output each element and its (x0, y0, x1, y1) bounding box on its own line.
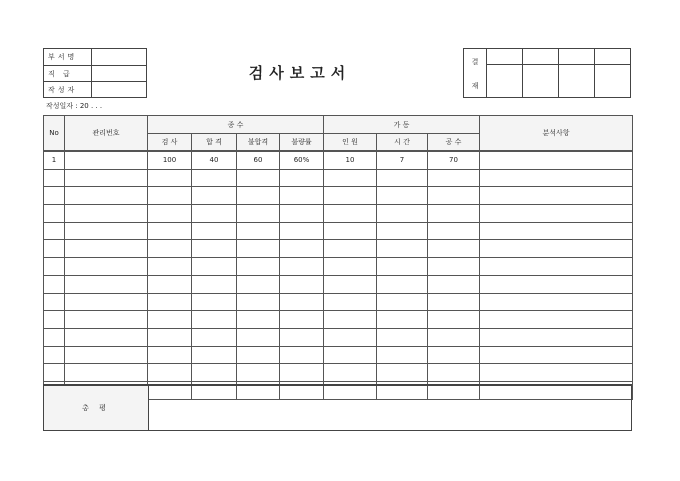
table-row (44, 293, 633, 311)
table-cell[interactable] (44, 275, 65, 293)
rank-value[interactable] (92, 66, 146, 82)
rank-row (44, 65, 146, 82)
table-cell[interactable] (192, 187, 237, 205)
table-cell[interactable] (480, 187, 633, 205)
table-cell[interactable] (237, 258, 280, 276)
table-cell[interactable] (148, 169, 192, 187)
table-cell[interactable] (237, 169, 280, 187)
table-cell[interactable] (324, 187, 377, 205)
department-value[interactable] (92, 49, 146, 65)
table-cell[interactable] (324, 328, 377, 346)
table-row (44, 222, 633, 240)
table-cell[interactable] (377, 328, 428, 346)
department-label: 부서명 (44, 49, 92, 65)
table-cell[interactable] (65, 222, 148, 240)
col-header-passed: 합 격 (192, 134, 237, 152)
table-row (44, 258, 633, 276)
table-cell[interactable] (280, 187, 324, 205)
table-cell[interactable] (280, 328, 324, 346)
summary-box (43, 384, 632, 431)
table-cell[interactable] (237, 328, 280, 346)
table-cell[interactable] (324, 346, 377, 364)
approval-sign-cell[interactable] (558, 49, 559, 97)
table-cell[interactable] (377, 346, 428, 364)
table-cell[interactable] (65, 364, 148, 382)
no-header: No (44, 116, 65, 152)
table-cell[interactable] (324, 169, 377, 187)
table-cell[interactable]: 60 (237, 151, 280, 169)
table-cell[interactable] (192, 293, 237, 311)
table-cell[interactable] (148, 240, 192, 258)
table-cell[interactable] (480, 169, 633, 187)
table-cell[interactable]: 100 (148, 151, 192, 169)
id-header: 관리번호 (65, 116, 148, 152)
table-cell[interactable] (480, 275, 633, 293)
table-cell[interactable] (65, 293, 148, 311)
info-box (43, 48, 147, 98)
table-cell[interactable] (148, 311, 192, 329)
table-cell[interactable] (377, 240, 428, 258)
department-row (44, 49, 146, 65)
table-cell[interactable] (428, 187, 480, 205)
table-cell[interactable] (192, 169, 237, 187)
table-cell[interactable] (324, 240, 377, 258)
operation-group-header: 가 동 (324, 116, 480, 134)
table-cell[interactable] (280, 364, 324, 382)
table-cell[interactable] (324, 205, 377, 223)
table-cell[interactable] (192, 275, 237, 293)
table-cell[interactable] (148, 275, 192, 293)
table-cell[interactable] (192, 346, 237, 364)
author-value[interactable] (92, 82, 146, 98)
table-cell[interactable] (192, 311, 237, 329)
table-cell[interactable] (377, 275, 428, 293)
col-header-man-hours: 공 수 (428, 134, 480, 152)
table-cell[interactable] (377, 311, 428, 329)
table-cell[interactable] (65, 258, 148, 276)
table-cell[interactable] (428, 311, 480, 329)
table-cell[interactable] (237, 205, 280, 223)
table-cell[interactable] (65, 169, 148, 187)
table-row (44, 240, 633, 258)
table-cell[interactable] (237, 275, 280, 293)
table-cell[interactable] (428, 293, 480, 311)
col-header-personnel: 인 원 (324, 134, 377, 152)
table-cell[interactable] (65, 187, 148, 205)
table-cell[interactable] (148, 222, 192, 240)
table-cell[interactable] (480, 151, 633, 169)
table-cell[interactable] (428, 275, 480, 293)
page-title: 검사보고서 (248, 64, 352, 82)
author-row (44, 81, 146, 98)
table-cell[interactable] (237, 187, 280, 205)
table-cell[interactable] (44, 240, 65, 258)
table-cell[interactable] (480, 240, 633, 258)
table-cell[interactable]: 40 (192, 151, 237, 169)
table-cell[interactable] (324, 311, 377, 329)
table-cell[interactable] (65, 346, 148, 364)
col-header-defect-rate: 불량률 (280, 134, 324, 152)
approval-sign-cell[interactable] (522, 49, 523, 97)
table-cell[interactable] (428, 258, 480, 276)
table-row (44, 205, 633, 223)
table-row (44, 346, 633, 364)
table-cell[interactable] (377, 293, 428, 311)
table-cell[interactable] (324, 275, 377, 293)
table-cell[interactable] (192, 328, 237, 346)
table-cell[interactable] (480, 346, 633, 364)
table-row (44, 275, 633, 293)
table-cell[interactable] (280, 169, 324, 187)
table-cell[interactable] (280, 311, 324, 329)
table-cell[interactable] (65, 240, 148, 258)
rank-label: 직 급 (44, 66, 92, 82)
table-cell[interactable] (237, 222, 280, 240)
table-cell[interactable] (192, 205, 237, 223)
table-cell[interactable] (428, 346, 480, 364)
analysis-header: 분석사항 (480, 116, 633, 152)
table-cell[interactable] (148, 328, 192, 346)
table-cell[interactable] (280, 293, 324, 311)
table-cell[interactable] (192, 364, 237, 382)
approval-label-bottom: 재 (471, 82, 479, 90)
table-cell[interactable] (480, 222, 633, 240)
author-label: 작성자 (44, 82, 92, 98)
table-cell[interactable] (148, 258, 192, 276)
table-cell[interactable] (428, 205, 480, 223)
table-cell[interactable]: 10 (324, 151, 377, 169)
table-cell[interactable] (428, 240, 480, 258)
table-cell[interactable] (44, 222, 65, 240)
table-cell[interactable] (44, 293, 65, 311)
table-cell[interactable] (428, 169, 480, 187)
table-cell[interactable] (324, 222, 377, 240)
table-cell[interactable]: 70 (428, 151, 480, 169)
table-cell[interactable] (237, 240, 280, 258)
table-cell[interactable] (192, 258, 237, 276)
table-cell[interactable] (324, 293, 377, 311)
table-row (44, 169, 633, 187)
table-cell[interactable] (44, 364, 65, 382)
table-cell[interactable] (428, 328, 480, 346)
table-cell[interactable] (480, 328, 633, 346)
col-header-failed: 불합격 (237, 134, 280, 152)
table-cell[interactable]: 7 (377, 151, 428, 169)
table-row (44, 187, 633, 205)
table-cell[interactable] (65, 275, 148, 293)
table-cell[interactable] (65, 328, 148, 346)
table-cell[interactable] (377, 187, 428, 205)
table-cell[interactable] (65, 151, 148, 169)
table-cell[interactable] (377, 364, 428, 382)
table-cell[interactable] (428, 222, 480, 240)
date-line: 작성일자 : 20 . . . (46, 102, 103, 110)
table-cell[interactable] (324, 364, 377, 382)
table-cell[interactable] (480, 205, 633, 223)
table-cell[interactable] (377, 258, 428, 276)
inspection-table (43, 115, 633, 400)
table-cell[interactable] (237, 311, 280, 329)
table-cell[interactable] (44, 346, 65, 364)
table-cell[interactable] (480, 311, 633, 329)
table-cell[interactable] (237, 346, 280, 364)
table-cell[interactable] (44, 328, 65, 346)
approval-box (463, 48, 631, 98)
table-cell[interactable] (280, 275, 324, 293)
table-row (44, 151, 633, 169)
table-cell[interactable] (480, 258, 633, 276)
table-cell[interactable] (148, 364, 192, 382)
table-cell[interactable] (280, 258, 324, 276)
table-cell[interactable] (480, 293, 633, 311)
approval-label-cell (464, 49, 487, 97)
col-header-hours: 시 간 (377, 134, 428, 152)
table-cell[interactable] (377, 205, 428, 223)
table-cell[interactable] (148, 187, 192, 205)
table-cell[interactable] (65, 205, 148, 223)
table-cell[interactable] (280, 240, 324, 258)
table-cell[interactable] (148, 346, 192, 364)
approval-sign-cell[interactable] (594, 49, 595, 97)
table-cell[interactable] (148, 293, 192, 311)
table-cell[interactable] (237, 293, 280, 311)
table-cell[interactable]: 1 (44, 151, 65, 169)
table-cell[interactable] (44, 169, 65, 187)
table-cell[interactable] (377, 222, 428, 240)
table-cell[interactable] (44, 258, 65, 276)
table-cell[interactable] (280, 346, 324, 364)
table-cell[interactable] (192, 240, 237, 258)
table-cell[interactable] (44, 205, 65, 223)
col-header-inspected: 검 사 (148, 134, 192, 152)
table-cell[interactable] (377, 169, 428, 187)
summary-label: 총 평 (44, 386, 149, 430)
table-row (44, 311, 633, 329)
table-row (44, 364, 633, 382)
table-cell[interactable] (480, 364, 633, 382)
table-cell[interactable] (237, 364, 280, 382)
table-cell[interactable] (324, 258, 377, 276)
count-group-header: 종 수 (148, 116, 324, 134)
table-cell[interactable] (65, 311, 148, 329)
table-row (44, 328, 633, 346)
table-cell[interactable] (44, 311, 65, 329)
table-cell[interactable] (280, 222, 324, 240)
table-cell[interactable] (428, 364, 480, 382)
table-cell[interactable] (44, 187, 65, 205)
table-cell[interactable] (148, 205, 192, 223)
table-cell[interactable]: 60% (280, 151, 324, 169)
approval-label-top: 결 (471, 58, 479, 66)
table-cell[interactable] (280, 205, 324, 223)
table-cell[interactable] (192, 222, 237, 240)
